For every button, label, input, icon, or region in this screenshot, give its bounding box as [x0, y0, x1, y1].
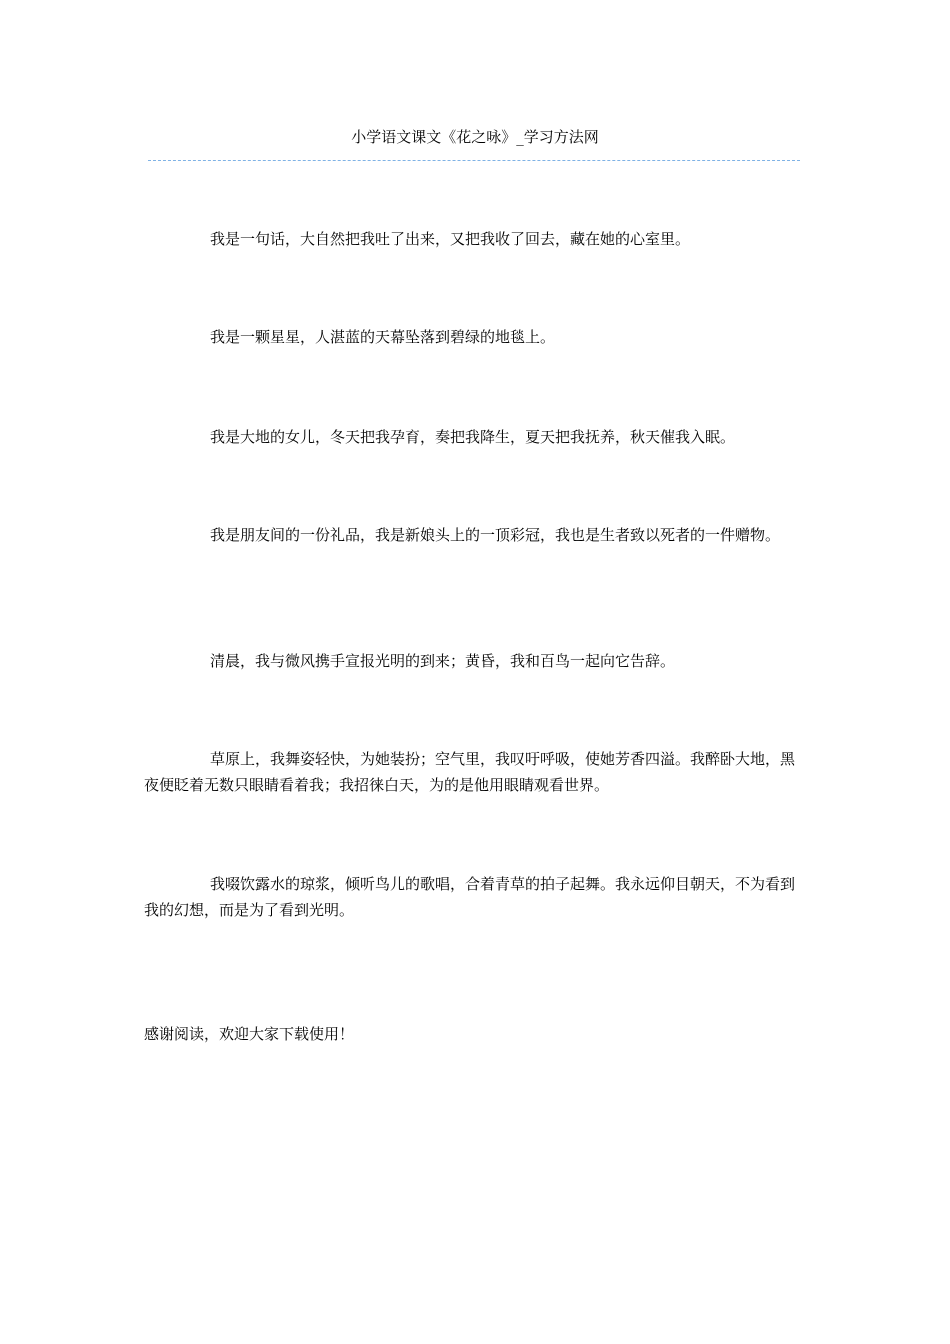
paragraph-6: 草原上，我舞姿轻快，为她装扮；空气里，我叹吁呼吸，使她芳香四溢。我醉卧大地，黑夜便眨着无数只眼睛看着我；我招徕白天，为的是他用眼睛观看世界。: [144, 750, 796, 794]
page-title: 小学语文课文《花之咏》_学习方法网: [351, 128, 599, 146]
paragraph-3: 我是大地的女儿，冬天把我孕育，奏把我降生，夏天把我抚养，秋天催我入眠。: [210, 428, 736, 446]
header-divider: [148, 160, 800, 161]
closing-note: 感谢阅读，欢迎大家下载使用！: [144, 1025, 355, 1043]
paragraph-7: 我啜饮露水的琼浆，倾听鸟儿的歌唱，合着青草的拍子起舞。我永远仰目朝天，不为看到我的幻想，而是为了看到光明。: [144, 875, 796, 919]
paragraph-5: 清晨，我与微风携手宣报光明的到来；黄昏，我和百鸟一起向它告辞。: [210, 652, 676, 670]
paragraph-1: 我是一句话，大自然把我吐了出来，又把我收了回去，藏在她的心室里。: [210, 230, 691, 248]
paragraph-4: 我是朋友间的一份礼品，我是新娘头上的一顶彩冠，我也是生者致以死者的一件赠物。: [210, 526, 781, 544]
paragraph-2: 我是一颗星星，人湛蓝的天幕坠落到碧绿的地毯上。: [210, 328, 556, 346]
